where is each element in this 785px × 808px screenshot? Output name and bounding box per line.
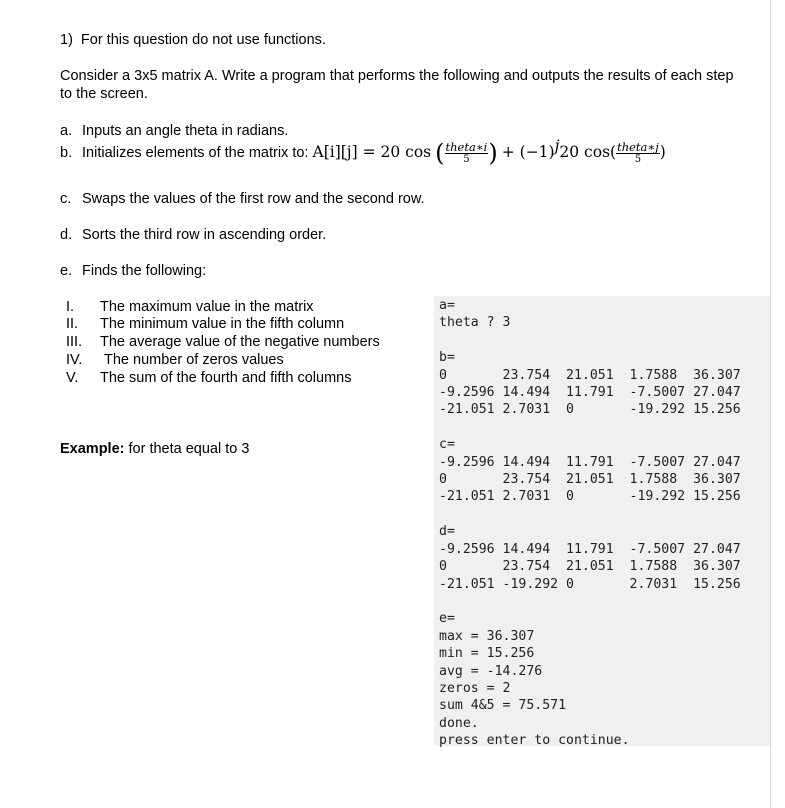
formula-coefficient: 20 cos( [559,142,617,161]
question-title: For this question do not use functions. [80,32,326,48]
formula-fraction-2 [616,141,660,166]
subitem-text: The average value of the negative numbers [100,334,380,350]
subitem-numeral: II. [66,316,79,332]
subitem-numeral: IV. [66,352,83,368]
step-b-text: Initializes elements of the matrix to: [82,144,313,161]
subitem [60,351,284,369]
example-text: for theta equal to 3 [124,441,250,457]
console-output-panel [434,296,770,749]
example-line [60,440,249,458]
formula-close: ) [659,142,666,161]
step-d-marker: d. [60,227,73,243]
question-number: 1) [60,32,73,48]
subitem-text: The sum of the fourth and fifth columns [100,370,352,386]
fraction-2-numerator: theta∗j [617,139,659,154]
step-d [60,226,326,244]
question-heading [60,31,326,49]
formula-middle: + (−1) [501,142,555,161]
step-c-text: Swaps the values of the first row and the second row. [82,191,425,207]
subitem-text: The maximum value in the matrix [100,299,314,315]
formula-open-paren: ( [435,139,445,167]
page-edge-divider [770,0,771,808]
subitem [60,333,380,351]
step-b [60,137,666,177]
subitem-numeral: III. [66,334,83,350]
example-label: Example: [60,441,125,457]
console-output-text: a= theta ? 3 b= 0 23.754 21.051 1.7588 36.307 -9.2596 14.494 11.791 -7.5007 27.047 -21.051 2.7031 0 -19.292 15.256 c= -9.2596 14.494 11.791 -7.5007 27.047 0 23.754 21.051 1.7588 36.307 -21.051 2.7031 0 -19.292 15.256 d= -9.2596 14.494 11.791 -7.5007 27.047 0 23.754 21.051 1.7588 36.307 -21.051 -19.292 0 2.7031 15.256 e= max = 36.307 min = 15.256 avg = -14.276 zeros = 2 sum 4&5 = 75.571 done. press enter to continue. [439,298,741,749]
fraction-2-denominator: 5 [634,153,642,165]
subitem [60,369,351,387]
step-a-text: Inputs an angle theta in radians. [82,123,289,139]
subitem-text: The number of zeros values [104,352,284,368]
step-c [60,190,425,208]
step-a-marker: a. [60,123,73,139]
step-e [60,262,206,280]
subitem-numeral: V. [66,370,79,386]
formula-close-paren: ) [488,139,498,167]
subitem-text: The minimum value in the fifth column [100,316,345,332]
fraction-1-numerator: theta∗i [445,139,488,154]
formula-fraction-1 [445,141,489,166]
fraction-1-denominator: 5 [463,153,470,165]
step-e-marker: e. [60,263,73,279]
intro-paragraph: Consider a 3x5 matrix A. Write a program that performs the following and outputs the results of each step to the screen. [60,68,734,102]
subitem [60,315,344,333]
step-c-marker: c. [60,191,72,207]
formula-lhs: A[i][j] = 20 cos [312,142,432,161]
step-e-text: Finds the following: [82,263,207,279]
subitem-numeral: I. [66,299,75,315]
formula-exponent: j [554,137,560,155]
step-b-marker: b. [60,144,73,161]
subitem [60,298,314,316]
step-d-text: Sorts the third row in ascending order. [82,227,327,243]
